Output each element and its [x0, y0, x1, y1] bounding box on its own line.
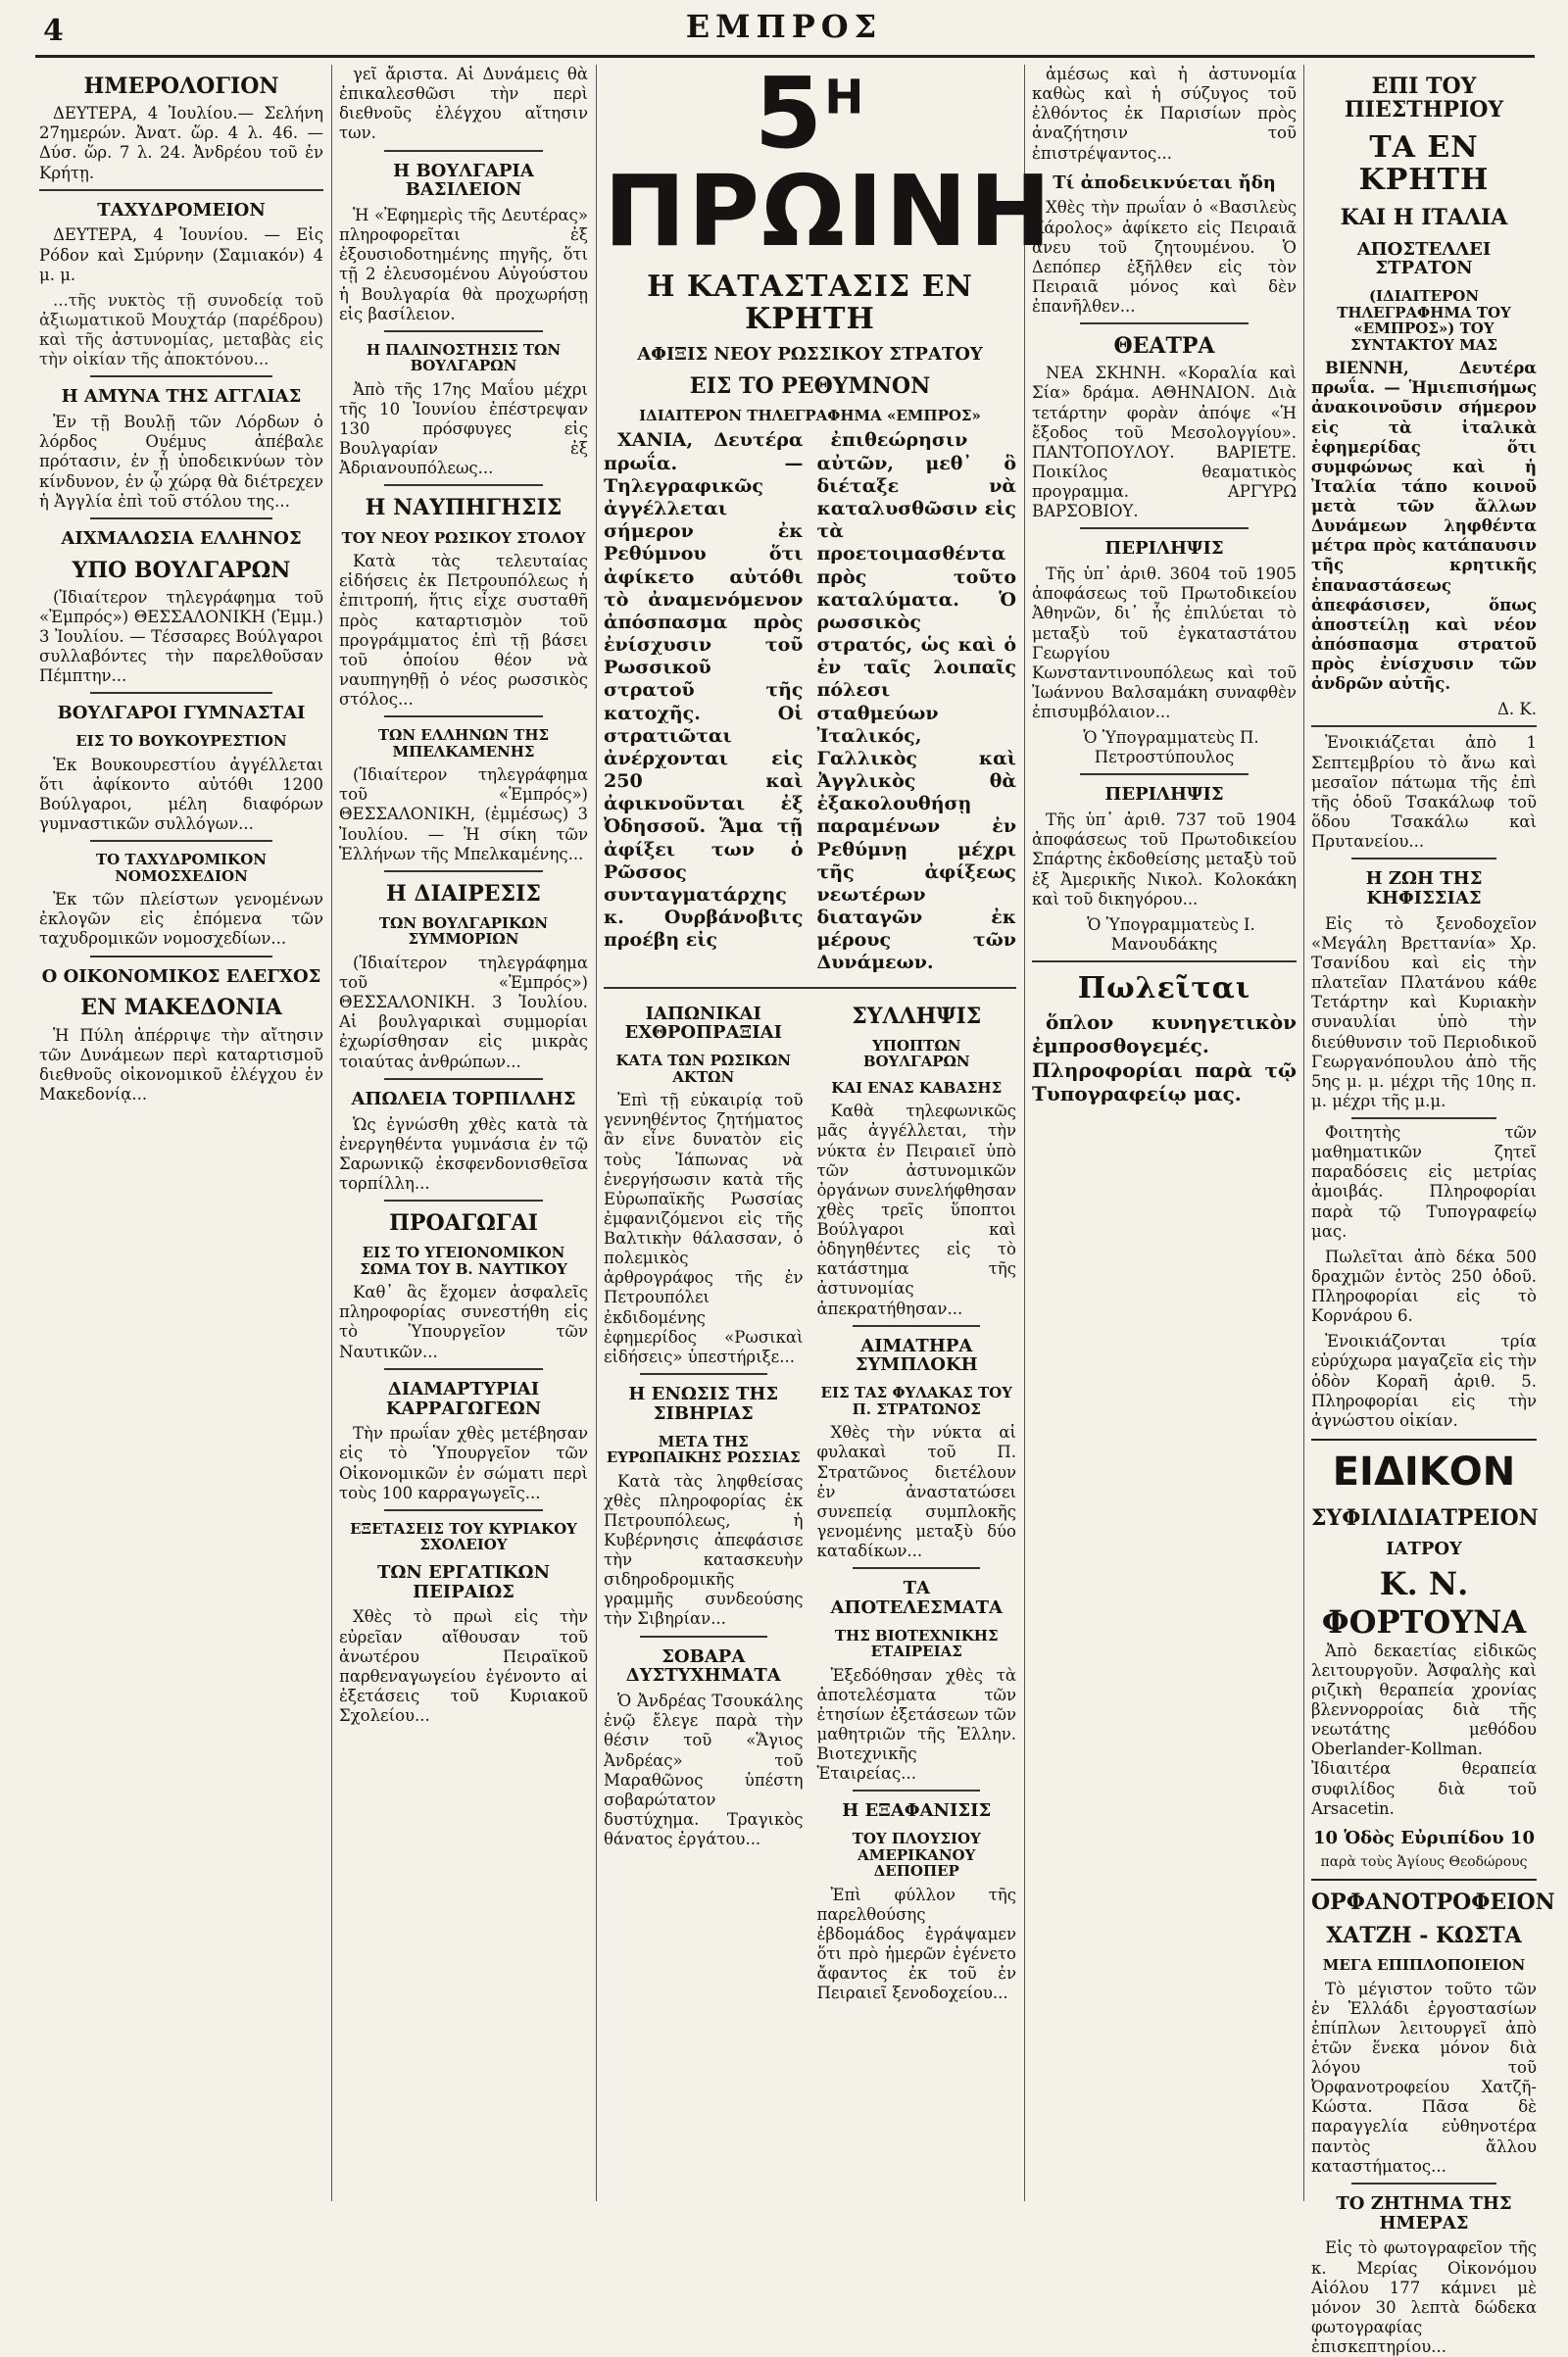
- ain-subheading: ΕΙΣ ΤΑΣ ΦΥΛΑΚΑΣ ΤΟΥ Π. ΣΤΡΑΤΩΝΟΣ: [820, 1384, 1012, 1418]
- column-4: [1032, 65, 1297, 2201]
- kar-heading: ΔΙΑΜΑΡΤΥΡΙΑΙ ΚΑΡΡΑΓΩΓΕΩΝ: [385, 1378, 542, 1419]
- apost-subheading: (ΙΔΙΑΙΤΕΡΟΝ ΤΗΛΕΓΡΑΦΗΜΑ ΤΟΥ «ΕΜΠΡΟΣ») ΤΟΥ ΣΥΝΤΑΚΤΟΥ ΜΑΣ: [1337, 287, 1511, 354]
- iap-heading: ΙΑΠΩΝΙΚΑΙ ΕΧΘΡΟΠΡΑΞΙΑΙ: [624, 1003, 783, 1044]
- diair-subheading: ΤΩΝ ΒΟΥΛΓΑΡΙΚΩΝ ΣΥΜΜΟΡΙΩΝ: [378, 913, 549, 949]
- zit-heading: ΤΟ ΖΗΤΗΜΑ ΤΗΣ ΗΜΕΡΑΣ: [1336, 2192, 1512, 2234]
- theatra-heading: ΘΕΑΤΡΑ: [1113, 333, 1215, 360]
- sib-heading: Η ΕΝΩΣΙΣ ΤΗΣ ΣΙΒΗΡΙΑΣ: [628, 1383, 779, 1424]
- lower-columns: [604, 995, 1016, 2010]
- big-five-sup: Η: [824, 70, 866, 125]
- apost-text: ΒΙΕΝΝΗ, Δευτέρα πρωΐα. — Ἡμιεπισήμως ἀνακοινοῦσιν σήμερον εἰς τὰ ἰταλικὰ ἐφημερίδας ὅτι συμφώνως καὶ ἡ Ἰταλία τάπο κοινοῦ μετὰ τῶν ἄλλων Δυνάμεων ληφθέντα μέτρα πρὸς κατάπαυσιν τῆς κρητικῆς ἐπαναστάσεως ἀπεφάσισεν, ὅπως ἀποστείλῃ καὶ νέον ἀπόσπασμα στρατοῦ πρὸς ἐνίσχυσιν τῶν ἀνδρῶν αὐτῆς.: [1311, 359, 1537, 694]
- big-five: 5: [754, 56, 825, 171]
- per1-sign: Ὁ Ὑπογραμματεὺς Π. Πετροστύπουλος: [1083, 728, 1259, 767]
- iap-subheading: ΚΑΤΑ ΤΩΝ ΡΩΣΙΚΩΝ ΑΚΤΩΝ: [615, 1052, 791, 1086]
- post-body: ...τῆς νυκτὸς τῇ συνοδείᾳ τοῦ ἀξιωματικοῦ Μουχτάρ (παρέδρου) καὶ τῆς ἀστυνομίας, μεταβὰς εἰς τὴν οἰκίαν τῆς ἀποκτόνου...: [39, 290, 323, 369]
- divider: [1351, 1117, 1495, 1119]
- apol-heading: ΑΠΩΛΕΙΑ ΤΟΡΠΙΛΛΗΣ: [351, 1088, 576, 1109]
- apost-heading: ΑΠΟΣΤΕΛΛΕΙ ΣΤΡΑΤΟΝ: [1356, 238, 1492, 279]
- odos-line: 10 Ὁδὸς Εὐριπίδου 10: [1313, 1827, 1535, 1848]
- palin-heading: Η ΠΑΛΙΝΟΣΤΗΣΙΣ ΤΩΝ ΒΟΥΛΓΑΡΩΝ: [366, 340, 562, 375]
- fot-text: Φοιτητὴς τῶν μαθηματικῶν ζητεῖ παραδόσεις εἰς μετρίας ἀμοιβάς. Πληροφορίαι παρὰ τῷ Τυπογραφείῳ μας.: [1311, 1123, 1537, 1241]
- page-number: 4: [43, 14, 64, 48]
- top-text: ἀμέσως καὶ ἡ ἀστυνομία καθὼς καὶ ἡ σύζυγος τοῦ ἐλθόντος ἐκ Παρισίων πρὸς ἀναζήτησιν τοῦ ἐπιστρέψαντος...: [1032, 65, 1297, 163]
- exet-subheading: ΤΩΝ ΕΡΓΑΤΙΚΩΝ ΠΕΙΡΑΙΩΣ: [376, 1561, 551, 1602]
- kif-text: Εἰς τὸ ξενοδοχεῖον «Μεγάλη Βρεττανία» Χρ. Τσανίδου καὶ εἰς τὴν πλατεῖαν Πλατάνου κάθε Τετάρτην καὶ Κυριακὴν συναυλίαι ὑπὸ τὴν διεύθυνσιν τοῦ Περιοδικοῦ Γεωργανόπουλου ἀπὸ τῆς 5ης μ. μ. μέχρι τῆς 10ης π. μ. μέχρι τῆς μ.μ.: [1311, 913, 1537, 1110]
- polei-heading: Πωλεῖται: [1077, 971, 1251, 1007]
- sib-text: Κατὰ τὰς ληφθείσας χθὲς πληροφορίας ἐκ Πετρουπόλεως, ἡ Κυβέρνησις ἀπεφάσισε τὴν κατασκευὴν σιδηροδρομικῆς γραμμῆς συνδεούσης τὴν Σιβηρίαν...: [604, 1471, 804, 1629]
- odos-sub: παρὰ τοὺς Ἁγίους Θεοδώρους: [1320, 1853, 1528, 1870]
- orf-heading: ΟΡΦΑΝΟΤΡΟΦΕΙΟΝ: [1311, 1889, 1555, 1915]
- divider: [384, 484, 544, 486]
- exet-heading: ΕΞΕΤΑΣΕΙΣ ΤΟΥ ΚΥΡΙΑΚΟΥ ΣΧΟΛΕΙΟΥ: [350, 1519, 577, 1554]
- nav-heading: Η ΝΑΥΠΗΓΗΣΙΣ: [365, 495, 563, 521]
- lead-headline: Η ΚΑΤΑΣΤΑΣΙΣ ΕΝ ΚΡΗΤΗ: [647, 270, 973, 336]
- divider: [853, 1790, 980, 1792]
- intro-text: γεῖ ἄριστα. Αἱ Δυνάμεις θὰ ἐπικαλεσθῶσι τὴν περὶ διεθνοῦς ἐλέγχου αἴτησιν των.: [339, 65, 588, 143]
- proag-heading: ΠΡΟΑΓΩΓΑΙ: [389, 1210, 538, 1237]
- divider: [384, 330, 544, 332]
- divider: [384, 1509, 544, 1511]
- big-headline: [604, 56, 1054, 269]
- per2-text: Τῆς ὑπ᾽ ἀριθ. 737 τοῦ 1904 ἀποφάσεως τοῦ Πρωτοδικείου Σπάρτης ἐκδοθείσης μεταξὺ τοῦ ἐξ Ἀμερικῆς Νικολ. Κολοκάκη καὶ τοῦ δικηγόρου...: [1032, 810, 1297, 908]
- ti-heading: Τί ἀποδεικνύεται ἤδη: [1053, 172, 1276, 193]
- divider: [1351, 2183, 1495, 2185]
- divider: [384, 870, 544, 872]
- diair-heading: Η ΔΙΑΙΡΕΣΙΣ: [386, 880, 541, 907]
- zit-text: Εἰς τὸ φωτογραφεῖον τῆς κ. Μερίας Οἰκονόμου Αἰόλου 177 κάμνει μὲ μόνον 30 λεπτὰ δώδεκα φωτογραφίας ἐπισκεπτηρίου...: [1311, 2238, 1537, 2357]
- column-1: [39, 65, 323, 2201]
- gymn-text: Ἐκ Βουκουρεστίου ἀγγέλλεται ὅτι ἀφίκοντο αὐτόθι 1200 Βούλγαροι, μέλη διαφόρων γυμναστικῶν συλλόγων...: [39, 755, 323, 834]
- column-separator: [1303, 65, 1304, 2201]
- syl-subheading: ΥΠΟΠΤΩΝ ΒΟΥΛΓΑΡΩΝ: [862, 1036, 970, 1071]
- divider: [39, 189, 323, 191]
- ellin-text: (Ἰδιαίτερον τηλεγράφημα τοῦ «Ἐμπρός») ΘΕΣΣΑΛΟΝΙΚΗ, (ἐμμέσως) 3 Ἰουλίου. — Ἡ σίκη τῶν Ἑλλήνων τῆς Μπελκαμένης...: [339, 765, 588, 863]
- column-separator: [331, 65, 332, 2201]
- dys-heading: ΣΟΒΑΡΑ ΔΥΣΤΥΧΗΜΑΤΑ: [625, 1645, 781, 1687]
- divider: [853, 1567, 980, 1569]
- gymn-subheading: ΕΙΣ ΤΟ ΒΟΥΚΟΥΡΕΣΤΙΟΝ: [75, 732, 287, 751]
- lead-text-b: ἐπιθεώρησιν αὐτῶν, μεθ᾽ ὃ διέταξε νὰ καταλυσθῶσιν εἰς τὰ προετοιμασθέντα πρὸς τοῦτο καταλύματα. Ὁ ρωσσικὸς στρατός, ὡς καὶ ὁ ἐν ταῖς λοιπαῖς πόλεσι σταθμεύων Ἰταλικός, Γαλλικὸς καὶ Ἀγγλικὸς θὰ ἐξακολουθήσῃ παραμένων ἐν Ρεθύμνῃ μέχρι τῆς ἀφίξεως νεωτέρων διαταγῶν ἐκ μέρους τῶν Δυνάμεων.: [816, 429, 1016, 974]
- amyna-heading: Η ΑΜΥΝΑ ΤΗΣ ΑΓΓΛΙΑΣ: [61, 386, 302, 408]
- syl-text: Καθὰ τηλεφωνικῶς μᾶς ἀγγέλλεται, τὴν νύκτα ἐν Πειραιεῖ ὑπὸ τῶν ἀστυνομικῶν ὀργάνων συνελήφθησαν χθὲς τρεῖς ὕποπτοι Βούλγαροι καὶ ὁδηγηθέντες εἰς τὸ κατάστημα τῆς ἀστυνομίας ἀπεκρατήθησαν...: [816, 1102, 1016, 1318]
- doctor-text: Ἀπὸ δεκαετίας εἰδικῶς λειτουργοῦν. Ἀσφαλὴς καὶ ριζικὴ θεραπεία χρονίας βλεννορροίας διὰ τῆς νεωτάτης μεθόδου Oberlander-Kollman. Ἰδιαιτέρα θεραπεία συφιλίδος διὰ τοῦ Arsacetin.: [1311, 1641, 1537, 1818]
- divider: [90, 517, 272, 519]
- hatzi-heading: ΧΑΤΖΗ - ΚΩΣΤΑ: [1326, 1922, 1522, 1948]
- divider: [90, 692, 272, 694]
- divider: [384, 1078, 544, 1080]
- bio-text: Ἐξεδόθησαν χθὲς τὰ ἀποτελέσματα τῶν ἐτησίων ἐξετάσεων τῶν μαθητριῶν τῆς Ἑλλην. Βιοτεχνικῆς Ἑταιρείας...: [816, 1665, 1016, 1784]
- nomosx-text: Ἐκ τῶν πλείστων γενομένων ἐκλογῶν εἰς ἐπόμενα τῶν ταχυδρομικῶν νομοσχεδίων...: [39, 890, 323, 949]
- divider: [384, 1200, 544, 1202]
- eid-heading: ΕΙΔΙΚΟΝ: [1332, 1449, 1516, 1495]
- ain-text: Χθὲς τὴν νύκτα αἱ φυλακαὶ τοῦ Π. Στρατῶνος διετέλουν ἐν ἀναστατώσει συνεπείᾳ συμπλοκῆς γενομένης μεταξὺ δύο καταδίκων...: [816, 1423, 1016, 1561]
- kar-text: Τὴν πρωΐαν χθὲς μετέβησαν εἰς τὸ Ὑπουργεῖον τῶν Οἰκονομικῶν ἐν σώματι περὶ τοὺς 100 καρραγωγεῖς...: [339, 1424, 588, 1502]
- lead-subhead-2: ΕΙΣ ΤΟ ΡΕΘΥΜΝΟΝ: [689, 372, 931, 399]
- nomosx-heading: ΤΟ ΤΑΧΥΔΡΟΜΙΚΟΝ ΝΟΜΟΣΧΕΔΙΟΝ: [95, 851, 268, 885]
- divider: [1080, 527, 1250, 529]
- per1-text: Τῆς ὑπ᾽ ἀριθ. 3604 τοῦ 1905 ἀποφάσεως τοῦ Πρωτοδικείου Ἀθηνῶν, δι᾽ ἧς ἐπιλύεται τὸ μεταξὺ τοῦ ἐγκαταστάτου Γεωργίου Κωνσταντινουπόλεως καὶ τοῦ Ἰωάννου Βαλσαμάκη συναφθὲν ἐπισυμβόλαιον...: [1032, 565, 1297, 722]
- divider: [1351, 858, 1495, 859]
- italia-heading: ΚΑΙ Η ΙΤΑΛΙΑ: [1340, 205, 1508, 231]
- apol-text: Ὡς ἐγνώσθη χθὲς κατὰ τὰ ἐνεργηθέντα γυμνάσια ἐν τῷ Σαρωνικῷ ἐκσφενδονισθεῖσα τορπίλλη...: [339, 1114, 588, 1193]
- apost-sign: Δ. Κ.: [1497, 700, 1537, 719]
- theatra-text: ΝΕΑ ΣΚΗΝΗ. «Κοραλία καὶ Σία» δράμα. ΑΘΗΝΑΙΟΝ. Διὰ τετάρτην φορὰν ἀπόψε «Ἡ ἔξοδος τοῦ Μεσολογγίου». ΠΑΝΤΟΠΟΥΛΟΥ. ΒΑΡΙΕΤΕ. Ποικίλος θεαματικὸς προγραμμα. ΑΡΓΥΡΩ ΒΑΡΣΟΒΙΟΥ.: [1032, 364, 1297, 521]
- polei-text: ὅπλον κυνηγετικὸν ἐμπροσθογεμές. Πληροφορίαι παρὰ τῷ Τυπογραφείῳ μας.: [1032, 1010, 1297, 1106]
- per1-heading: ΠΕΡΙΛΗΨΙΣ: [1104, 538, 1224, 560]
- exaf-text: Ἐπὶ φύλλον τῆς παρελθούσης ἑβδομάδος ἐγράψαμεν ὅτι πρὸ ἡμερῶν ἐγένετο ἄφαντος ἐκ τοῦ ἐν Πειραιεῖ ξενοδοχείου...: [816, 1885, 1016, 2003]
- post-heading: ΤΑΧΥΔΡΟΜΕΙΟΝ: [97, 199, 266, 221]
- clinic-ad: [1311, 1439, 1537, 1881]
- iatrou-heading: ΙΑΤΡΟΥ: [1386, 1538, 1462, 1559]
- mega-heading: ΜΕΓΑ ΕΠΙΠΛΟΠΟΙΕΙΟΝ: [1322, 1956, 1526, 1975]
- divider: [604, 987, 1016, 989]
- exaf-heading: Η ΕΞΑΦΑΝΙΣΙΣ: [842, 1800, 992, 1822]
- kriti-heading: ΤΑ ΕΝ ΚΡΗΤΗ: [1358, 130, 1490, 198]
- lower-left: [604, 995, 804, 2010]
- bulg-heading: Η ΒΟΥΛΓΑΡΙΑ ΒΑΣΙΛΕΙΟΝ: [393, 160, 534, 201]
- bio-heading: ΤΑ ΑΠΟΤΕΛΕΣΜΑΤΑ: [830, 1578, 1003, 1618]
- column-2: [339, 65, 588, 2201]
- aichm-text: (Ἰδιαίτερον τηλεγράφημα τοῦ «Ἐμπρός») ΘΕΣΣΑΛΟΝΙΚΗ (Ἐμμ.) 3 Ἰουλίου. — Τέσσαρες Βούλγαροι συλλαβόντες τὴν παρελθοῦσαν Πέμπτην...: [39, 587, 323, 686]
- divider: [853, 1325, 980, 1327]
- pol-text: Πωλεῖται ἀπὸ δέκα 500 δραχμῶν ἐντὸς 250 ὁδοῦ. Πληροφορίαι εἰς τὸ Κορνάρου 6.: [1311, 1247, 1537, 1326]
- sib-subheading: ΜΕΤΑ ΤΗΣ ΕΥΡΩΠΑΙΚΗΣ ΡΩΣΣΙΑΣ: [606, 1432, 801, 1467]
- proini-word: ΠΡΩΙΝΗ: [604, 154, 1054, 269]
- ellin-heading: ΤΩΝ ΕΛΛΗΝΩΝ ΤΗΣ ΜΠΕΛΚΑΜΕΝΗΣ: [377, 726, 550, 761]
- divider: [1032, 960, 1297, 962]
- divider: [1080, 773, 1250, 775]
- divider: [640, 1636, 767, 1638]
- aichm-heading: ΑΙΧΜΑΛΩΣΙΑ ΕΛΛΗΝΟΣ: [61, 527, 302, 549]
- dys-text: Ὁ Ἀνδρέας Τσουκάλης ἐνῷ ἔλεγε παρὰ τὴν θέσιν τοῦ «Ἅγιος Ἀνδρέας» τοῦ Μαραθῶνος ὑπέστη σοβαρώτατον δυστύχημα. Τραγικὸς θάνατος ἐργάτου...: [604, 1692, 804, 1849]
- nav-text: Κατὰ τὰς τελευταίας εἰδήσεις ἐκ Πετρουπόλεως ἡ ἐπιτροπή, ἥτις εἶχε συσταθῆ πρὸς καταρτισμὸν τοῦ προγράμματος ἐπὶ τῇ βάσει τοῦ ὁποίου θέον νὰ ναυπηγηθῇ ὁ νέος ρωσσικὸς στόλος...: [339, 552, 588, 710]
- divider: [384, 1368, 544, 1370]
- doctor-name: Κ. Ν. ΦΟΡΤΟΥΝΑ: [1321, 1564, 1527, 1641]
- divider: [1311, 725, 1537, 727]
- piest-heading: ΕΠΙ ΤΟΥ ΠΙΕΣΤΗΡΙΟΥ: [1344, 74, 1504, 123]
- calendar-text: ΔΕΥΤΕΡΑ, 4 Ἰουλίου.— Σελήνη 27ημερών. Ἀνατ. ὥρ. 4 λ. 46. —Δύσ. ὥρ. 7 λ. 24. Ἀνδρέου τοῦ ἐν Κρήτῃ.: [39, 104, 323, 182]
- amyna-text: Ἐν τῇ Βουλῇ τῶν Λόρδων ὁ λόρδος Ουέμυς ἀπέβαλε πρότασιν, ἐν ᾗ ὑποδεικνύων τὸν κίνδυνον, ἐν ᾧ χώρᾳ θὰ διέτρεχεν ἡ Ἀγγλία ἐπὶ τοῦ στόλου της...: [39, 413, 323, 511]
- orf-text: Τὸ μέγιστον τοῦτο τῶν ἐν Ἑλλάδι ἐργοστασίων ἐπίπλων λειτουργεῖ ἀπὸ ἐτῶν ἕνεκα μόνον διὰ λόγου τοῦ Ὀρφανοτροφείου Χατζῆ-Κώστα. Πᾶσα δὲ παραγγελία εὐθηνοτέρα παντὸς ἄλλου καταστήματος...: [1311, 1979, 1537, 2176]
- post-text: ΔΕΥΤΕΡΑ, 4 Ἰουνίου. — Εἰς Ρόδον καὶ Σμύρνην (Σαμιακόν) 4 μ. μ.: [39, 225, 323, 284]
- per2-heading: ΠΕΡΙΛΗΨΙΣ: [1104, 784, 1224, 806]
- oikon-heading: Ο ΟΙΚΟΝΟΜΙΚΟΣ ΕΛΕΓΧΟΣ: [41, 965, 321, 987]
- nav-subheading: ΤΟΥ ΝΕΟΥ ΡΩΣΙΚΟΥ ΣΤΟΛΟΥ: [341, 528, 586, 547]
- lead-telegram: ΙΔΙΑΙΤΕΡΟΝ ΤΗΛΕΓΡΑΦΗΜΑ «ΕΜΠΡΟΣ»: [639, 406, 981, 424]
- divider: [1080, 322, 1250, 324]
- enoik-text: Ἐνοικιάζεται ἀπὸ 1 Σεπτεμβρίου τὸ ἄνω καὶ μεσαῖον πάτωμα τῆς ἐπὶ τῆς ὁδοῦ Τσακάλωφ τοῦ ὅδου Τσακάλω καὶ Πρυτανείου...: [1311, 733, 1537, 852]
- kif-heading: Η ΖΩΗ ΤΗΣ ΚΗΦΙΣΣΙΑΣ: [1365, 868, 1483, 908]
- masthead: ΕΜΠΡΟΣ: [685, 8, 883, 45]
- exet-text: Χθὲς τὸ πρωὶ εἰς τὴν εὐρεῖαν αἴθουσαν τοῦ ἀνωτέρου Πειραϊκοῦ παρθεναγωγείου ἐγένοντο αἱ ἐξετάσεις τοῦ Κυριακοῦ Σχολείου...: [339, 1607, 588, 1726]
- lead-subhead: ΑΦΙΞΙΣ ΝΕΟΥ ΡΩΣΣΙΚΟΥ ΣΤΡΑΤΟΥ: [637, 344, 983, 365]
- syf-heading: ΣΥΦΙΛΙΔΙΑΤΡΕΙΟΝ: [1311, 1504, 1539, 1531]
- palin-text: Ἀπὸ τῆς 17ης Μαΐου μέχρι τῆς 10 Ἰουνίου ἐπέστρεψαν 130 πρόσφυγες εἰς Βουλγαρίαν ἐξ Ἀδριανουπόλεως...: [339, 379, 588, 478]
- divider: [90, 956, 272, 958]
- oikon-subheading: ΕΝ ΜΑΚΕΔΟΝΙΑ: [80, 995, 282, 1021]
- column-separator: [596, 65, 597, 2201]
- syl-subheading-2: ΚΑΙ ΕΝΑΣ ΚΑΒΑΣΗΣ: [831, 1078, 1003, 1097]
- diair-text: (Ἰδιαίτερον τηλεγράφημα τοῦ «Ἐμπρός») ΘΕΣΣΑΛΟΝΙΚΗ. 3 Ἰουλίου. Αἱ βουλγαρικαὶ συμμορίαι ἐχωρίσθησαν εἰς μικρὰς τοιαύτας ἀνθρώπων...: [339, 953, 588, 1071]
- bulg-text: Ἡ «Ἐφημερὶς τῆς Δευτέρας» πληροφορεῖται ἐξ ἐξουσιοδοτημένης πηγῆς, ὅτι τῇ 2 ἐλευσομένου Αὐγούστου ἡ Βουλγαρία θὰ προχωρήσῃ εἰς βασίλειον.: [339, 206, 588, 323]
- lead-text-a: ΧΑΝΙΑ, Δευτέρα πρωΐα. — Τηλεγραφικῶς ἀγγέλλεται σήμερον ἐκ Ρεθύμνου ὅτι ἀφίκετο αὐτόθι τὸ ἀναμενόμενον ἀπόσπασμα πρὸς ἐνίσχυσιν τοῦ Ρωσσικοῦ στρατοῦ τῆς κατοχῆς. Οἱ στρατιῶται ἀνέρχονται εἰς 250 καὶ ἀφικνοῦνται ἐξ Ὀδησσοῦ. Ἅμα τῇ ἀφίξει των ὁ Ρῶσσος συνταγματάρχης κ. Ουρβάνοβιτς προέβη εἰς: [604, 429, 804, 952]
- divider: [384, 715, 544, 717]
- lower-right: [817, 995, 1017, 2010]
- divider: [384, 150, 544, 152]
- proag-subheading: ΕΙΣ ΤΟ ΥΓΕΙΟΝΟΜΙΚΟΝ ΣΩΜΑ ΤΟΥ Β. ΝΑΥΤΙΚΟΥ: [360, 1244, 567, 1278]
- ain-heading: ΑΙΜΑΤΗΡΑ ΣΥΜΠΛΟΚΗ: [855, 1335, 978, 1376]
- gymn-heading: ΒΟΥΛΓΑΡΟΙ ΓΥΜΝΑΣΤΑΙ: [57, 703, 306, 724]
- divider: [640, 1373, 767, 1375]
- divider: [90, 375, 272, 377]
- ti-text: Χθὲς τὴν πρωΐαν ὁ «Βασιλεὺς Κάρολος» ἀφίκετο εἰς Πειραιᾶ ἄνευ τοῦ ζητουμένου. Ὁ Δεπόπερ ἐξῆλθεν εἰς τὸν Πειραιᾶ μόνος καὶ δὲν ἐπανῆλθεν...: [1032, 198, 1297, 317]
- proag-text: Καθ᾽ ἃς ἔχομεν ἀσφαλεῖς πληροφορίας συνεστήθη εἰς τὸ Ὑπουργεῖον τῶν Ναυτικῶν...: [339, 1283, 588, 1361]
- per2-sign: Ὁ Ὑπογραμματεὺς Ι. Μανουδάκης: [1087, 914, 1255, 954]
- iap-text: Ἐπὶ τῇ εὐκαιρίᾳ τοῦ γεννηθέντος ζητήματος ἂν εἶνε δυνατὸν εἰς τοὺς Ἰάπωνας νὰ ἐνεργήσωσιν κατὰ τῆς Εὐρωπαϊκῆς Ρωσσίας ἐμφανιζόμενοι εἰς τῆς Βαλτικὴν θάλασσαν, ὁ πολεμικὸς ἀρθρογράφος τῆς ἐν Πετρουπόλει ἐκδιδομένης ἐφημερίδος «Ρωσικαὶ εἰδήσεις» ὑπεστήριξε...: [604, 1091, 804, 1366]
- calendar-heading: ΗΜΕΡΟΛΟΓΙΟΝ: [83, 74, 279, 99]
- column-separator: [1024, 65, 1025, 2201]
- divider: [90, 840, 272, 842]
- lead-body: [604, 429, 1016, 980]
- column-3: [604, 56, 1054, 2201]
- column-5: [1311, 65, 1555, 2357]
- exaf-subheading: ΤΟΥ ΠΛΟΥΣΙΟΥ ΑΜΕΡΙΚΑΝΟΥ ΔΕΠΟΠΕΡ: [852, 1830, 981, 1881]
- enoik2-text: Ἐνοικιάζονται τρία εὐρύχωρα μαγαζεῖα εἰς τὴν ὁδὸν Κοραῆ ἀριθ. 5. Πληροφορίαι εἰς τὴν ἀγνώστου οἰκίαν.: [1311, 1332, 1537, 1430]
- oikon-text: Ἡ Πύλη ἀπέρριψε τὴν αἴτησιν τῶν Δυνάμεων περὶ καταρτισμοῦ διεθνοῦς οἰκονομικοῦ ἐλέγχου ἐν Μακεδονίᾳ...: [39, 1025, 323, 1104]
- syl-heading: ΣΥΛΛΗΨΙΣ: [852, 1003, 982, 1029]
- bio-subheading: ΤΗΣ ΒΙΟΤΕΧΝΙΚΗΣ ΕΤΑΙΡΕΙΑΣ: [834, 1626, 999, 1661]
- aichm-subheading: ΥΠΟ ΒΟΥΛΓΑΡΩΝ: [72, 557, 291, 583]
